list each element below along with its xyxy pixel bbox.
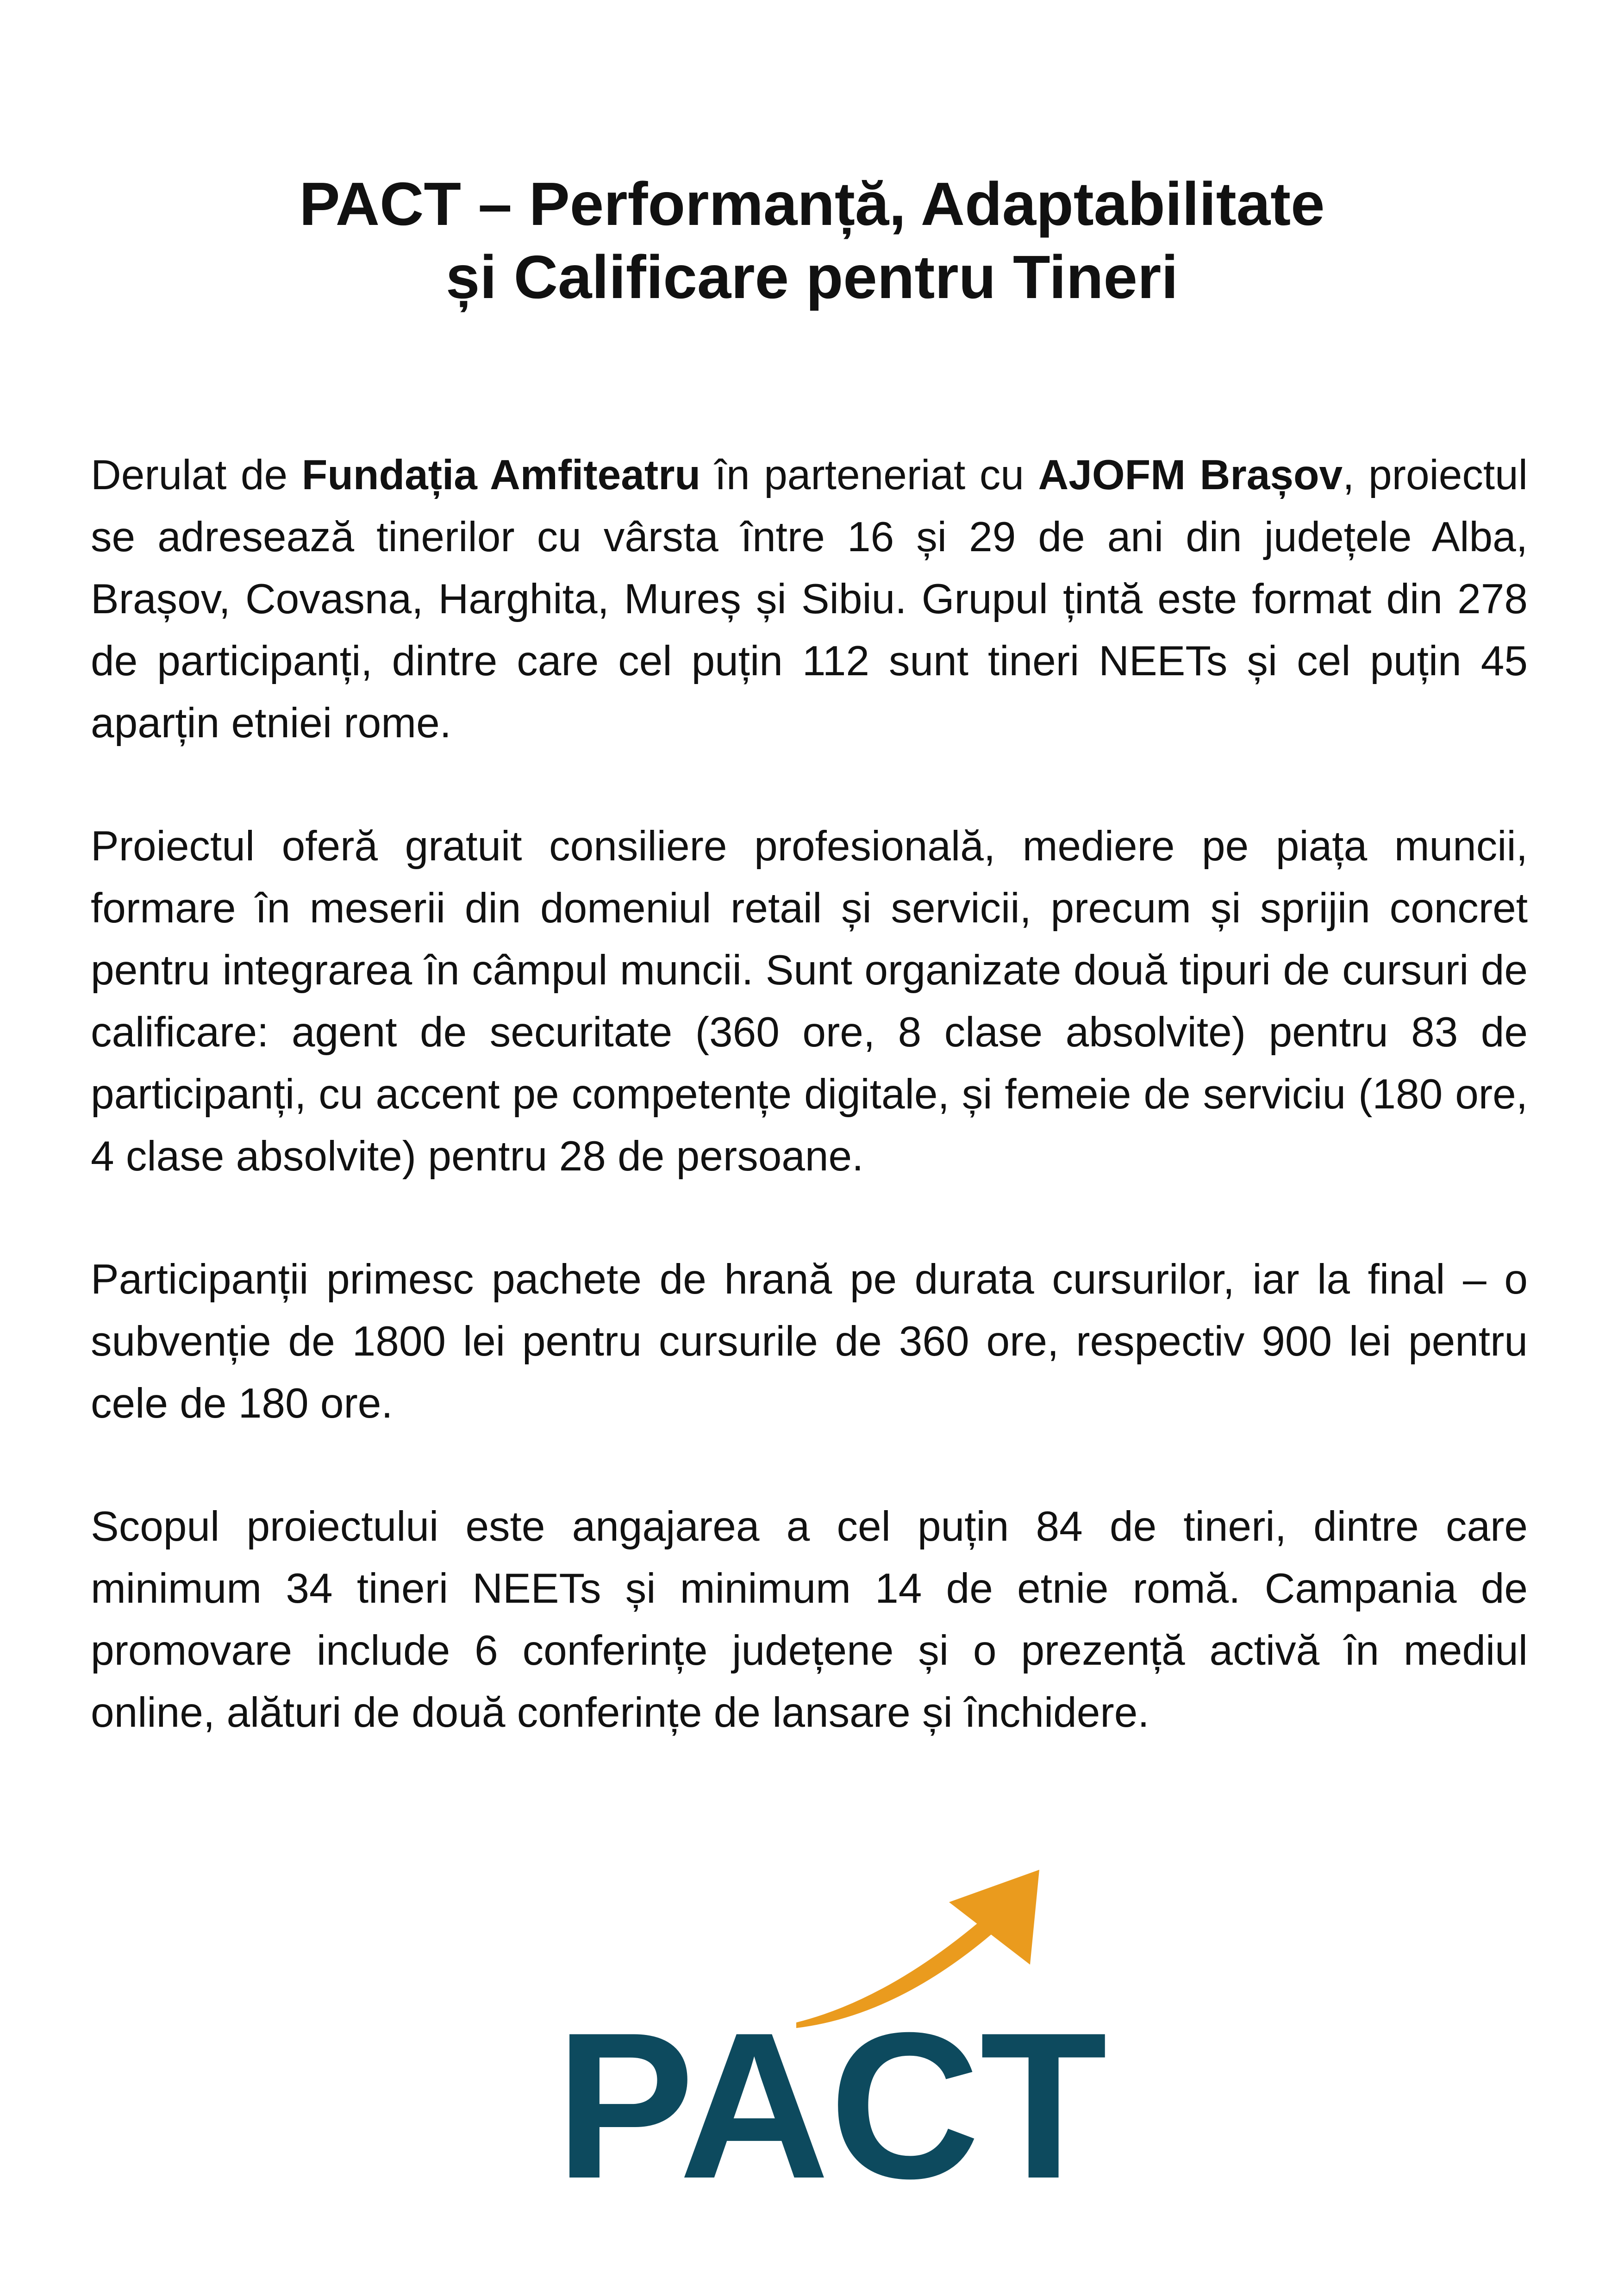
pact-logo-graphic	[556, 1870, 1107, 2222]
paragraph-1-part-3: , proiectul se adresează tinerilor cu vârsta între 16 și 29 de ani din județele Alba, Brașov, Covasna, Harghita, Mureș și Sibiu. Grupul țintă este format din 278 de participanți, dintre care cel puțin 112 sunt tineri NEETs și cel puțin 45 aparțin etniei rome.	[91, 452, 1528, 747]
document-body	[91, 444, 1528, 1805]
title-line-2: și Calificare pentru Tineri	[445, 243, 1179, 311]
paragraph-3: Participanții primesc pachete de hrană pe durata cursurilor, iar la final – o subvenție de 1800 lei pentru cursurile de 360 ore, respectiv 900 lei pentru cele de 180 ore.	[91, 1256, 1528, 1427]
paragraph-1-part-2: în parteneriat cu	[700, 452, 1038, 498]
document-title	[0, 168, 1624, 314]
title-line-1: PACT – Performanță, Adaptabilitate	[299, 170, 1325, 238]
organization-name: Fundația Amfiteatru	[301, 452, 701, 498]
paragraph-1-part-1: Derulat de	[91, 452, 302, 498]
logo-text: PACT	[556, 1990, 1107, 2222]
pact-logo	[556, 1870, 1107, 2222]
paragraph-2: Proiectul oferă gratuit consiliere profesională, mediere pe piața muncii, formare în meserii din domeniul retail și servicii, precum și sprijin concret pentru integrarea în câmpul muncii. Sunt organizate două tipuri de cursuri de calificare: agent de securitate (360 ore, 8 clase absolvite) pentru 83 de participanți, cu accent pe competențe digitale, și femeie de serviciu (180 ore, 4 clase absolvite) pentru 28 de persoane.	[91, 823, 1528, 1180]
paragraph-4: Scopul proiectului este angajarea a cel puțin 84 de tineri, dintre care minimum 34 tineri NEETs și minimum 14 de etnie romă. Campania de promovare include 6 conferințe județene și o prezență activă în mediul online, alături de două conferințe de lansare și închidere.	[91, 1503, 1528, 1736]
partner-name: AJOFM Brașov	[1038, 452, 1343, 498]
paragraph-1	[91, 444, 1528, 754]
